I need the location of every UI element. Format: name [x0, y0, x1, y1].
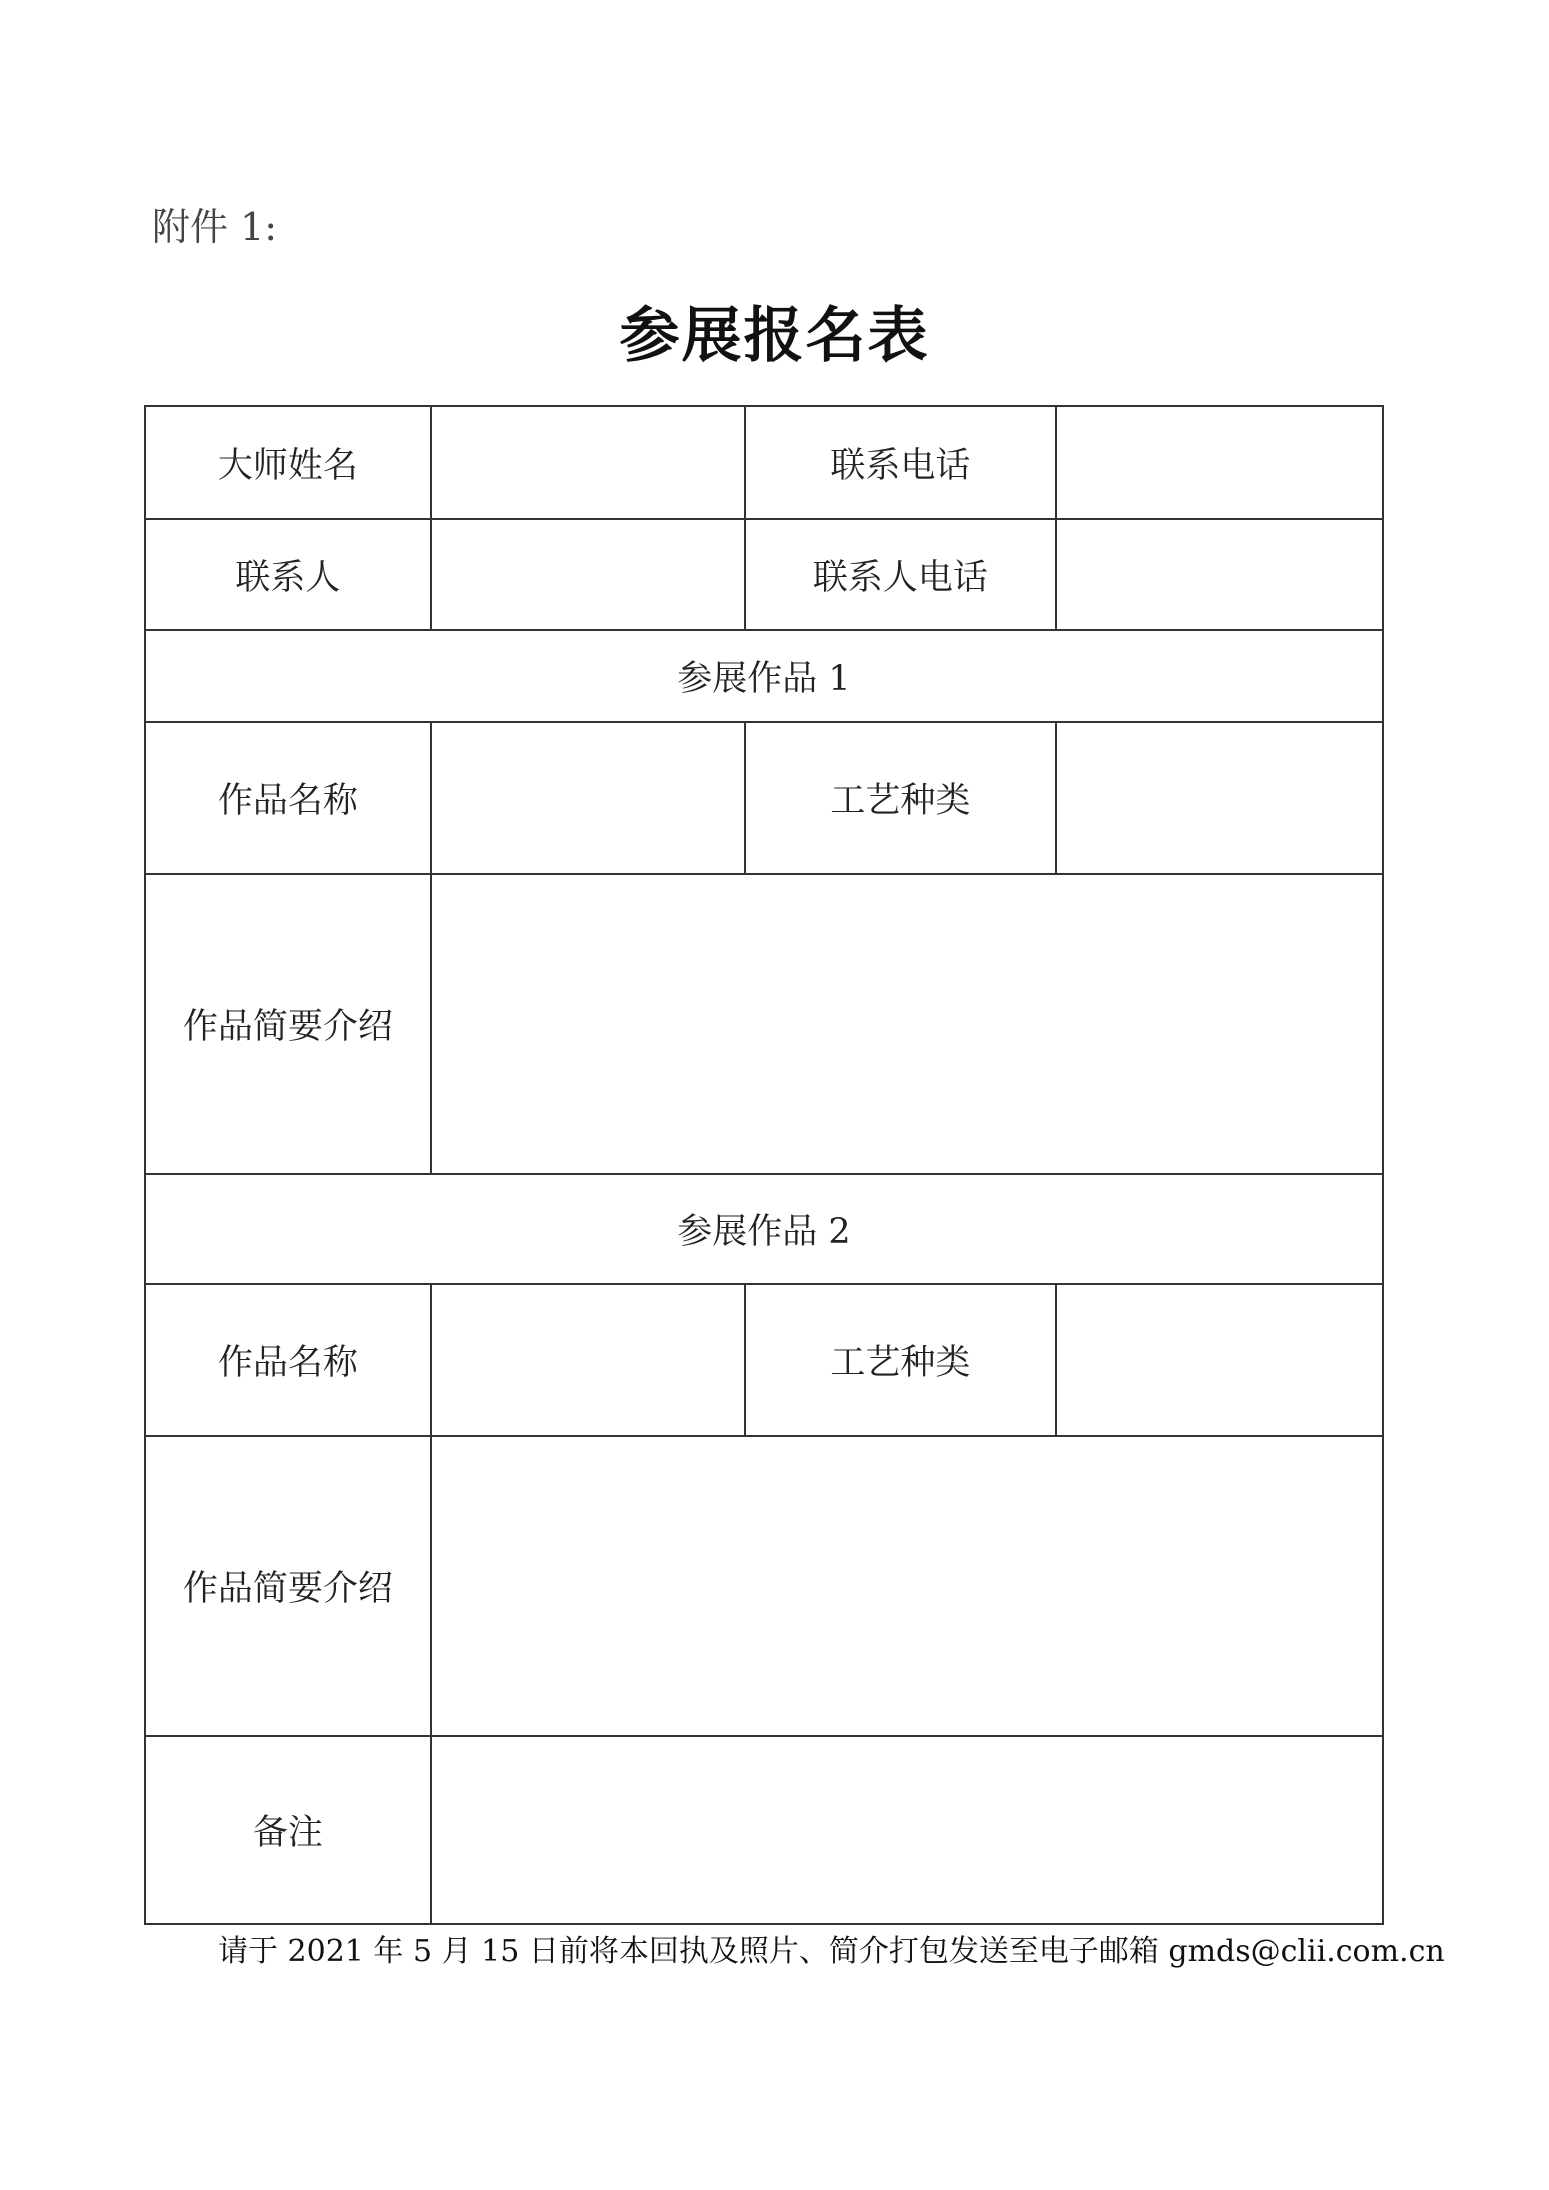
phone-field[interactable]	[1056, 406, 1383, 519]
work-2-intro-label: 作品简要介绍	[145, 1436, 431, 1736]
master-name-field[interactable]	[431, 406, 745, 519]
work-1-intro-field[interactable]	[431, 874, 1383, 1174]
work-2-craft-label: 工艺种类	[745, 1284, 1056, 1436]
work-1-name-label: 作品名称	[145, 722, 431, 874]
remarks-field[interactable]	[431, 1736, 1383, 1924]
contact-label: 联系人	[145, 519, 431, 630]
work-1-craft-label: 工艺种类	[745, 722, 1056, 874]
footer-note: 请于 2021 年 5 月 15 日前将本回执及照片、简介打包发送至电子邮箱 gmds@clii.com.cn	[218, 1934, 1445, 1969]
contact-field[interactable]	[431, 519, 745, 630]
contact-phone-label: 联系人电话	[745, 519, 1056, 630]
remarks-label: 备注	[145, 1736, 431, 1924]
page-title: 参展报名表	[619, 301, 930, 371]
contact-phone-field[interactable]	[1056, 519, 1383, 630]
registration-form-table	[144, 405, 1384, 1925]
work-1-intro-label: 作品简要介绍	[145, 874, 431, 1174]
phone-label: 联系电话	[745, 406, 1056, 519]
work-1-name-field[interactable]	[431, 722, 745, 874]
work-2-name-field[interactable]	[431, 1284, 745, 1436]
work-2-craft-field[interactable]	[1056, 1284, 1383, 1436]
work-2-name-label: 作品名称	[145, 1284, 431, 1436]
work-2-section-header: 参展作品 2	[145, 1174, 1383, 1284]
work-1-section-header: 参展作品 1	[145, 630, 1383, 722]
attachment-label: 附件 1:	[152, 205, 278, 249]
work-2-intro-field[interactable]	[431, 1436, 1383, 1736]
work-1-craft-field[interactable]	[1056, 722, 1383, 874]
master-name-label: 大师姓名	[145, 406, 431, 519]
